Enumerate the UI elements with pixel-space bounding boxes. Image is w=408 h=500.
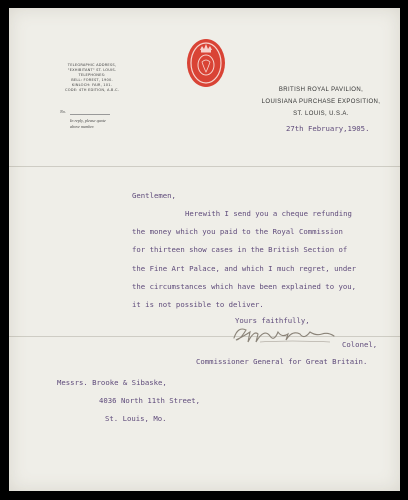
signer-rank: Colonel, — [342, 340, 378, 349]
body-line-6: it is not possible to deliver. — [132, 300, 264, 309]
body-line-1: Herewith I send you a cheque refunding — [185, 209, 352, 218]
handwritten-signature — [230, 320, 340, 348]
body-line-3: for thirteen show cases in the British Section of — [132, 245, 348, 254]
reply-note-line: In reply, please quote — [70, 118, 106, 123]
reply-number-line — [70, 114, 110, 115]
fold-line-upper — [9, 166, 400, 167]
fold-line-lower — [9, 336, 400, 337]
reply-note — [70, 118, 106, 130]
address-line: LOUISIANA PURCHASE EXPOSITION, — [261, 99, 381, 105]
address-line: ST. LOUIS, U.S.A. — [293, 111, 349, 117]
letter-date: 27th February,1905. — [286, 124, 370, 133]
pavilion-address — [236, 84, 406, 120]
body-line-4: the Fine Art Palace, and which I much regret, under — [132, 264, 357, 273]
signer-title: Commissioner General for Great Britain. — [196, 357, 368, 366]
telegraphic-line: BELL: FOREST, 1900. — [71, 78, 113, 82]
address-line: BRITISH ROYAL PAVILION, — [278, 87, 364, 93]
body-line-5: the circumstances which have been explained to you, — [132, 282, 357, 291]
closing: Yours faithfully, — [235, 316, 310, 325]
salutation: Gentlemen, — [132, 191, 176, 200]
recipient-line-2: 4036 North 11th Street, — [99, 396, 201, 405]
telegraphic-line: CODE: 4TH EDITION, A.B.C. — [64, 88, 119, 92]
recipient-line-3: St. Louis, Mo. — [105, 414, 167, 423]
telegraphic-line: KINLOCH: FAIR, 101. — [71, 83, 113, 87]
telegraphic-block — [44, 63, 140, 93]
royal-seal-icon — [186, 38, 226, 88]
recipient-line-1: Messrs. Brooke & Sibaske, — [57, 378, 167, 387]
reply-note-line: above number. — [70, 124, 95, 129]
telegraphic-line: TELEPHONES: — [78, 73, 106, 77]
telegraphic-line: "EXHIBITANT" ST. LOUIS. — [67, 68, 117, 72]
reply-number-label: No. — [60, 109, 66, 114]
telegraphic-line: TELEGRAPHIC ADDRESS, — [67, 63, 117, 67]
body-line-2: the money which you paid to the Royal Commission — [132, 227, 343, 236]
